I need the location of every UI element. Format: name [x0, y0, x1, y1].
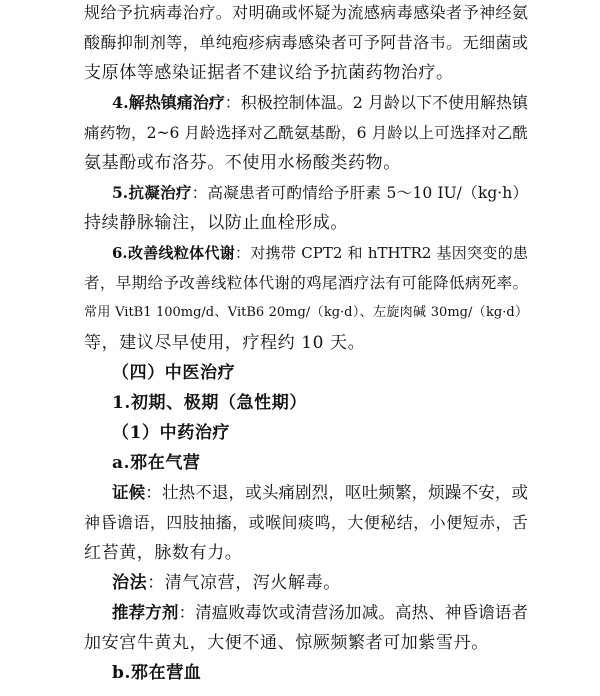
paragraph-5-text: ：高凝患者可酌情给予肝素 5～10 IU/（kg·h） [191, 184, 529, 202]
heading-phase: 1.初期、极期（急性期） [112, 393, 307, 413]
paragraph-6-line-4: 等，建议尽早使用，疗程约 10 天。 [84, 333, 366, 353]
prescription-line-1 [112, 602, 528, 624]
heading-tcm: （四）中医治疗 [112, 363, 236, 383]
paragraph-6-line-2: 者，早期给予改善线粒体代谢的鸡尾酒疗法有可能降低病死率。 [84, 274, 528, 292]
paragraph-4-text: ：积极控制体温。2 月龄以下不使用解热镇 [224, 93, 528, 112]
paragraph-6-label: 6.改善线粒体代谢 [112, 244, 236, 262]
paragraph-5-line-2: 持续静脉输注，以防止血栓形成。 [84, 213, 348, 233]
treatment-label: 治法 [112, 573, 148, 593]
syndrome-line-1 [112, 482, 528, 504]
paragraph-4-line-3: 氨基酚或布洛芬。不使用水杨酸类药物。 [84, 153, 401, 173]
syndrome-line-2: 神昏谵语，四肢抽搐，或喉间痰鸣，大便秘结，小便短赤，舌 [84, 513, 528, 532]
paragraph-6-line-3: 常用 VitB1 100mg/d、VitB6 20mg/（kg·d）、左旋肉碱 30mg/（kg·d） [84, 305, 528, 320]
syndrome-text: ：壮热不退，或头痛剧烈，呕吐频繁，烦躁不安，或 [145, 483, 529, 502]
text-line-2: 酸酶抑制剂等，单纯疱疹病毒感染者可予阿昔洛韦。无细菌或 [84, 33, 528, 52]
paragraph-4-line-2: 痛药物，2~6 月龄选择对乙酰氨基酚，6 月龄以上可选择对乙酰 [84, 124, 528, 142]
paragraph-4-line-1 [112, 92, 528, 114]
paragraph-5-line-1 [112, 182, 528, 204]
heading-herbal: （1）中药治疗 [112, 423, 231, 443]
paragraph-4-label: 4.解热镇痛治疗 [112, 93, 225, 112]
prescription-line-2: 加安宫牛黄丸，大便不通、惊厥频繁者可加紫雪丹。 [84, 633, 489, 653]
text-line-3: 支原体等感染证据者不建议给予抗菌药物治疗。 [84, 63, 454, 83]
syndrome-label: 证候 [112, 483, 146, 502]
heading-a: a.邪在气营 [112, 453, 201, 473]
paragraph-6-text: ：对携带 CPT2 和 hTHTR2 基因突变的患 [235, 244, 528, 262]
treatment-text: ：清气凉营，泻火解毒。 [147, 573, 341, 593]
prescription-text: ：清瘟败毒饮或清营汤加减。高热、神昏谵语者 [178, 603, 529, 622]
prescription-label: 推荐方剂 [112, 603, 179, 622]
paragraph-5-label: 5.抗凝治疗 [112, 183, 192, 202]
paragraph-6-line-1 [112, 242, 528, 264]
heading-b: b.邪在营血 [112, 663, 202, 683]
treatment-line [112, 572, 528, 594]
text-line-1: 规给予抗病毒治疗。对明确或怀疑为流感病毒感染者予神经氨 [84, 3, 528, 22]
syndrome-line-3: 红苔黄，脉数有力。 [84, 543, 243, 563]
